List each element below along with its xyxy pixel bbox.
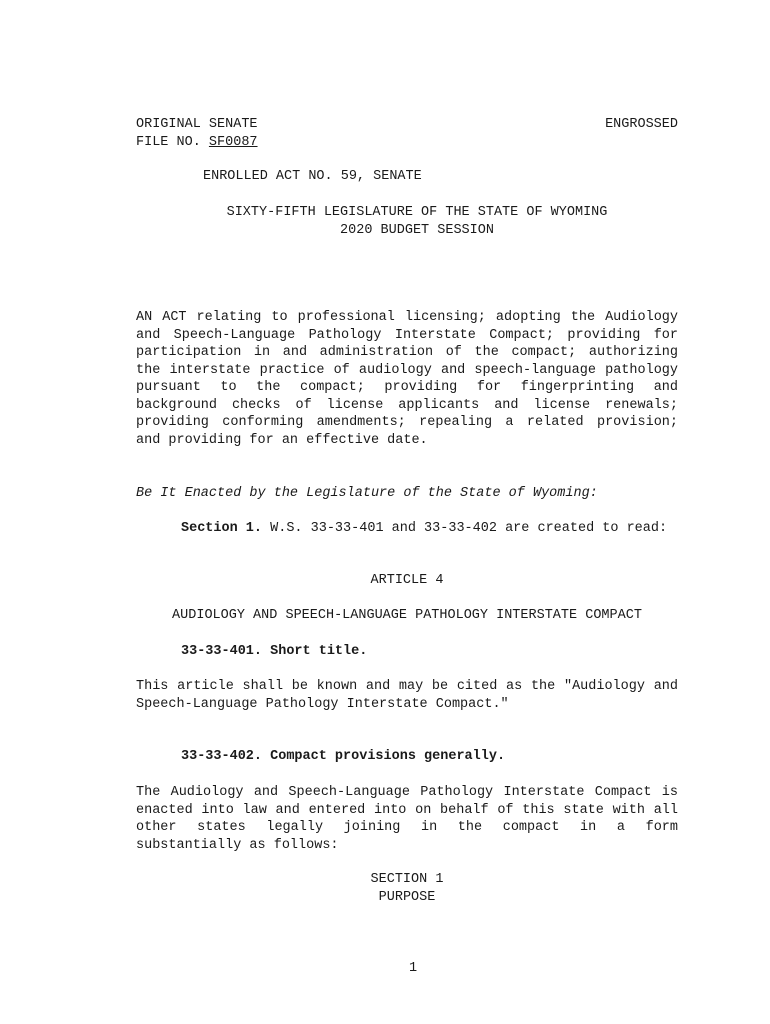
compact-section-number: SECTION 1	[370, 872, 444, 887]
section-402-heading: 33-33-402. Compact provisions generally.	[181, 749, 506, 764]
section-401-text: This article shall be known and may be cited as the "Audiology and Speech-Language Pathology Interstate Compact."	[136, 679, 678, 712]
engrossed-label: ENGROSSED	[605, 117, 678, 132]
section-401-heading: 33-33-401. Short title.	[181, 644, 368, 659]
enacting-clause: Be It Enacted by the Legislature of the State of Wyoming:	[136, 486, 598, 501]
article-number: ARTICLE 4	[370, 573, 444, 588]
section-402-text: The Audiology and Speech-Language Pathology Interstate Compact is enacted into law and entered into on behalf of this state with all other states legally joining in the compact in a form substantially as follows:	[136, 785, 678, 853]
section-1-paragraph	[136, 520, 678, 538]
compact-section-title: PURPOSE	[378, 889, 436, 905]
legislature-line: SIXTY-FIFTH LEGISLATURE OF THE STATE OF WYOMING	[226, 205, 608, 220]
section-1-text: W.S. 33-33-401 and 33-33-402 are created to read:	[270, 521, 668, 536]
enrolled-act-title: ENROLLED ACT NO. 59, SENATE	[203, 169, 422, 184]
original-senate-label: ORIGINAL SENATE	[136, 117, 258, 132]
article-title: AUDIOLOGY AND SPEECH-LANGUAGE PATHOLOGY INTERSTATE COMPACT	[172, 608, 642, 623]
legislature-title	[136, 204, 698, 239]
file-number: SF0087	[208, 134, 258, 150]
act-summary: AN ACT relating to professional licensing; adopting the Audiology and Speech-Language Pathology Interstate Compact; providing for participation in and administration of the compact; authorizing the interstate practice of audiology and speech-language pathology pursuant to the compact; providing for fingerprinting and background checks of license applicants and license renewals; providing conforming amendments; repealing a related provision; and providing for an effective date.	[136, 310, 678, 448]
section-1-label: Section 1.	[181, 521, 263, 536]
file-no-label: FILE NO.	[136, 134, 201, 150]
header-left	[136, 116, 258, 151]
compact-section-heading	[136, 871, 678, 906]
page-number: 1	[409, 961, 418, 976]
session-line: 2020 BUDGET SESSION	[340, 222, 494, 238]
